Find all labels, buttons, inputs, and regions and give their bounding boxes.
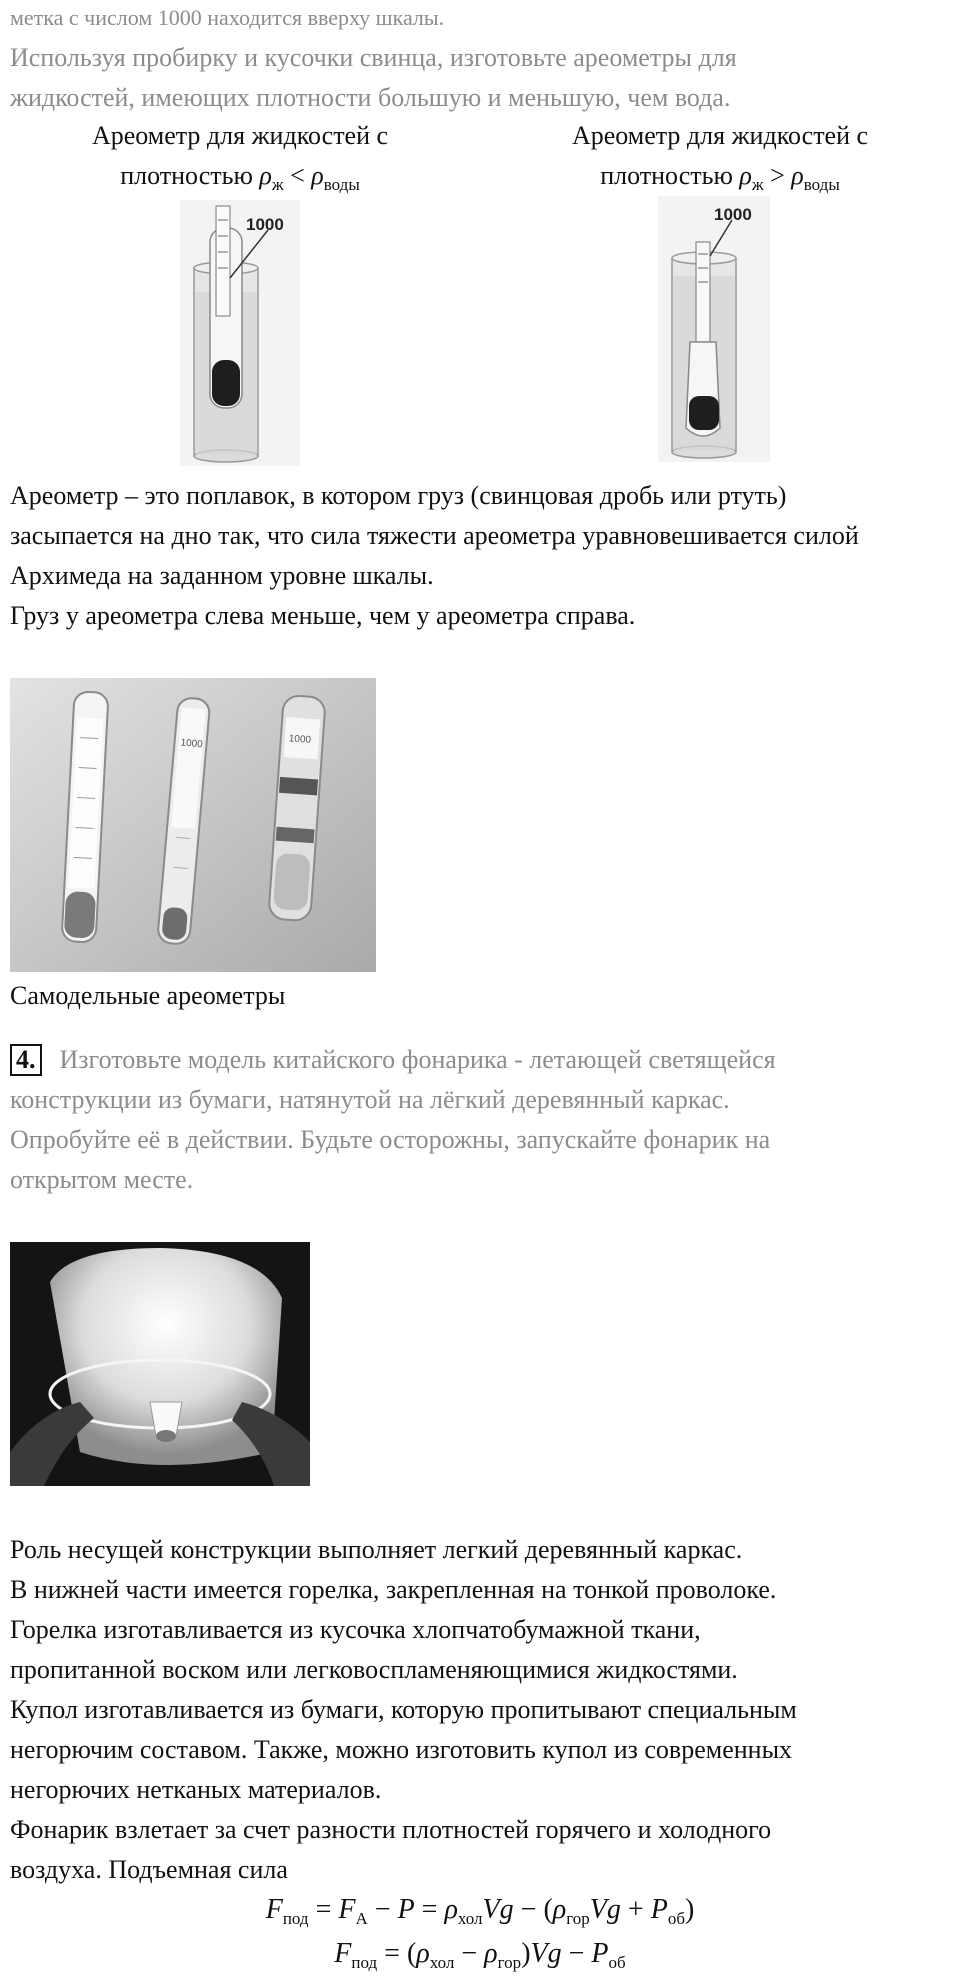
right-hydrometer-illustration (658, 196, 770, 462)
task4-line-4: открытом месте. (10, 1165, 194, 1194)
task4-line-1: 4. Изготовьте модель китайского фонарика - летающей светящейся (10, 1040, 776, 1080)
left-hydrometer-illustration (180, 200, 300, 466)
left-hydrometer-drawing (180, 200, 300, 466)
photo1-caption: Самодельные ареометры (10, 981, 286, 1010)
lift-force-formula-2: $F_{под} = (\rho_{хол} - \rho_{гор})Vg - P_{об}$ (334, 1938, 626, 1972)
tube-2-scale-label: 1000 (180, 737, 204, 751)
intro-line-2: жидкостей, имеющих плотности большую и меньшую, чем вода. (10, 83, 731, 112)
lift-force-formula-1: $F_{под} = F_A - P = \rho_{хол}Vg - (\rho_{гор}Vg + P_{об})$ (265, 1894, 695, 1928)
intro-line-1: Используя пробирку и кусочки свинца, изготовьте ареометры для (10, 43, 737, 72)
chinese-lantern-drawing (10, 1242, 310, 1486)
lantern-text-line-1: Роль несущей конструкции выполняет легкий деревянный каркас. (10, 1535, 743, 1564)
lantern-text-line-8: Фонарик взлетает за счет разности плотностей горячего и холодного (10, 1815, 772, 1844)
right-figure-caption-2: плотностью $\rho_ж > \rho_{воды}$ (600, 161, 840, 194)
chinese-lantern-photo (10, 1242, 310, 1486)
task4-line-3: Опробуйте её в действии. Будьте осторожны, запускайте фонарик на (10, 1125, 771, 1154)
tube-3-scale-label: 1000 (288, 733, 312, 746)
lantern-text-line-6: негорючим составом. Также, можно изготовить купол из современных (10, 1735, 793, 1764)
lantern-text-line-7: негорючих нетканых материалов. (10, 1775, 382, 1804)
homemade-hydrometers-photo (10, 678, 376, 972)
right-figure-caption-1: Ареометр для жидкостей с (571, 121, 869, 150)
left-scale-label: 1000 (246, 215, 284, 234)
lantern-text-line-4: пропитанной воском или легковоспламеняющимися жидкостями. (10, 1655, 738, 1684)
task4-line-2: конструкции из бумаги, натянутой на лёгкий деревянный каркас. (10, 1085, 730, 1114)
left-figure-caption-1: Ареометр для жидкостей с (91, 121, 389, 150)
explanation-line-1: Ареометр – это поплавок, в котором груз (свинцовая дробь или ртуть) (10, 481, 787, 510)
lantern-text-line-3: Горелка изготавливается из кусочка хлопчатобумажной ткани, (10, 1615, 701, 1644)
explanation-line-4: Груз у ареометра слева меньше, чем у ареометра справа. (10, 601, 636, 630)
left-figure-caption-2: плотностью $\rho_ж < \rho_{воды}$ (120, 161, 360, 194)
explanation-line-2: засыпается на дно так, что сила тяжести ареометра уравновешивается силой (10, 521, 859, 550)
explanation-line-3: Архимеда на заданном уровне шкалы. (10, 561, 434, 590)
right-hydrometer-drawing (658, 196, 770, 462)
homemade-hydrometers-drawing (10, 678, 376, 972)
intro-line-0: метка с числом 1000 находится вверху шкалы. (10, 5, 445, 30)
lantern-text-line-2: В нижней части имеется горелка, закрепленная на тонкой проволоке. (10, 1575, 777, 1604)
lantern-text-line-9: воздуха. Подъемная сила (10, 1855, 288, 1884)
task-number-badge: 4. (10, 1044, 42, 1076)
lantern-text-line-5: Купол изготавливается из бумаги, которую пропитывают специальным (10, 1695, 797, 1724)
right-scale-label: 1000 (714, 205, 752, 224)
